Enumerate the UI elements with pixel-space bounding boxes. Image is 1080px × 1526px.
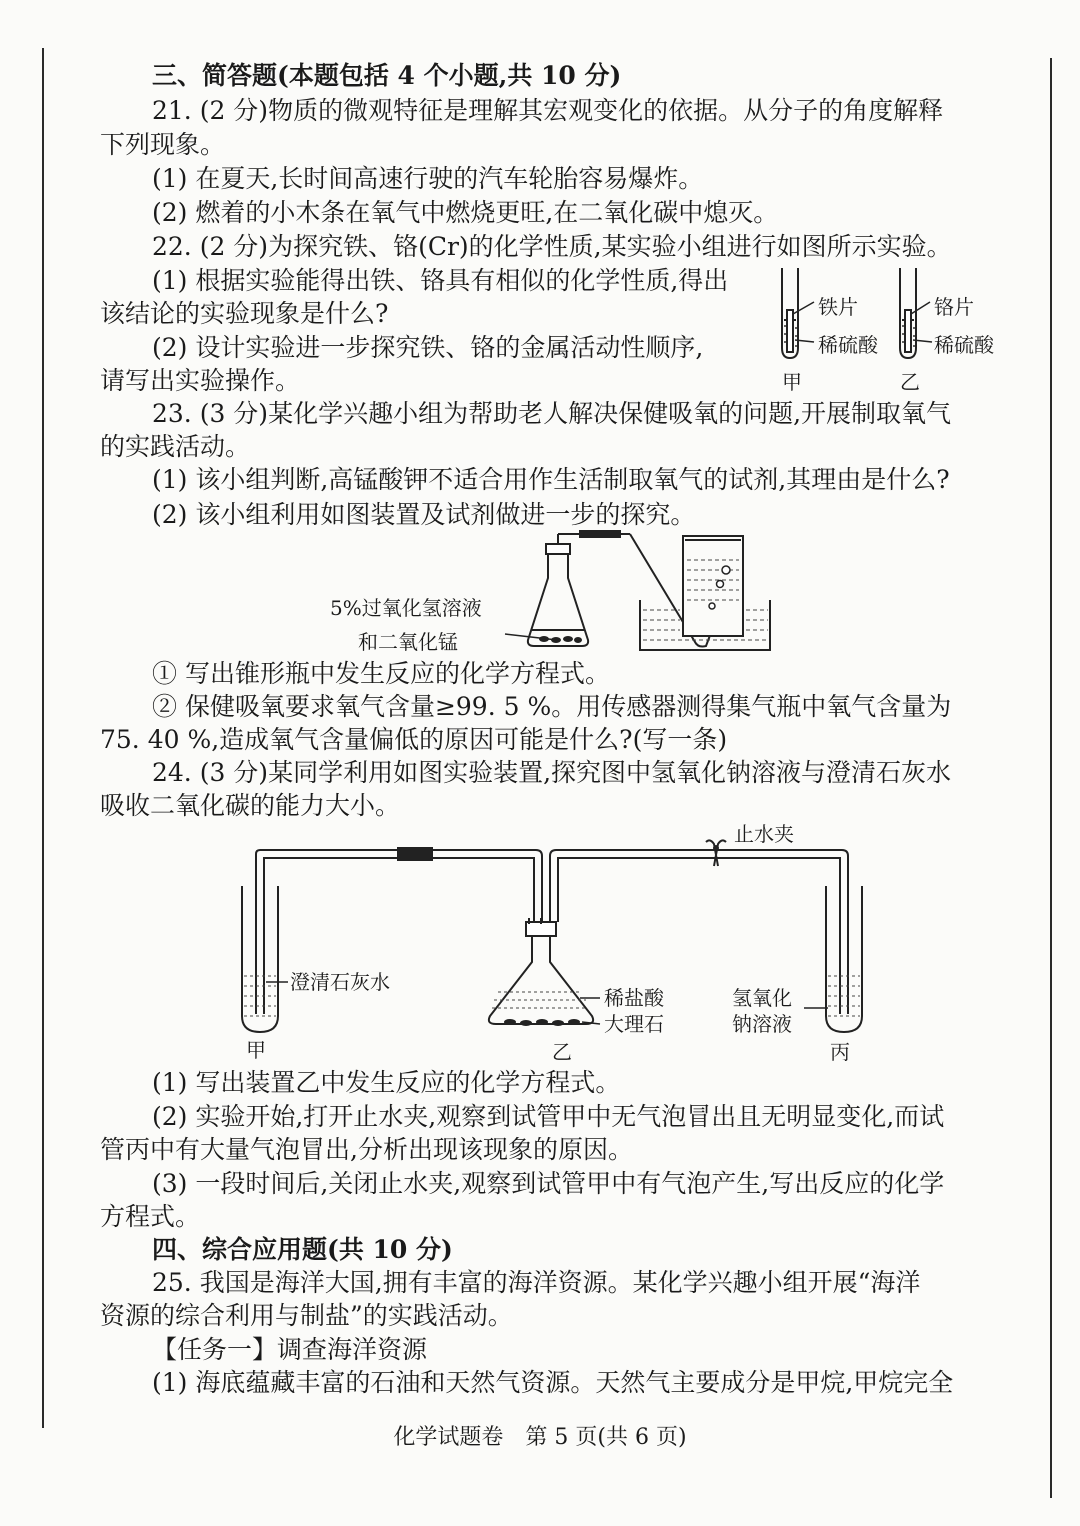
- q24-stem-cont: 吸收二氧化碳的能力大小。: [100, 791, 401, 820]
- q25-stem: 25. 我国是海洋大国,拥有丰富的海洋资源。某化学兴趣小组开展“海洋: [152, 1268, 921, 1297]
- q23-label-leader: [505, 626, 565, 646]
- q24-part-3-cont: 方程式。: [100, 1202, 201, 1231]
- q25-stem-cont: 资源的综合利用与制盐”的实践活动。: [100, 1301, 513, 1330]
- q23-label-h2o2: 5%过氧化氢溶液: [330, 596, 482, 620]
- q23-sub-1: ① 写出锥形瓶中发生反应的化学方程式。: [152, 659, 610, 688]
- right-margin-rule: [1050, 58, 1052, 1498]
- q24-label-limewater: 澄清石灰水: [290, 970, 390, 994]
- q22-part-2-cont: 请写出实验操作。: [100, 366, 301, 395]
- q23-label-mno2: 和二氧化锰: [358, 630, 458, 654]
- q21-stem-cont: 下列现象。: [100, 130, 226, 159]
- q24-part-1: (1) 写出装置乙中发生反应的化学方程式。: [152, 1068, 621, 1097]
- q22-test-tube-figure: [770, 262, 1010, 392]
- q22-label-iron: 铁片: [818, 295, 858, 319]
- q24-label-naoh-2: 钠溶液: [732, 1012, 792, 1036]
- section-4-heading: 四、综合应用题(共 10 分): [152, 1235, 453, 1264]
- q24-part-3: (3) 一段时间后,关闭止水夹,观察到试管甲中有气泡产生,写出反应的化学: [152, 1169, 945, 1198]
- q24-stem: 24. (3 分)某同学利用如图实验装置,探究图中氢氧化钠溶液与澄清石灰水: [152, 758, 952, 787]
- q23-part-1: (1) 该小组判断,高锰酸钾不适合用作生活制取氧气的试剂,其理由是什么?: [152, 465, 950, 494]
- q24-label-hcl: 稀盐酸: [604, 986, 664, 1010]
- q25-part-1: (1) 海底蕴藏丰富的石油和天然气资源。天然气主要成分是甲烷,甲烷完全: [152, 1368, 954, 1397]
- q24-label-marble: 大理石: [604, 1012, 664, 1036]
- q22-part-1-cont: 该结论的实验现象是什么?: [100, 299, 389, 328]
- q23-sub-2-cont: 75. 40 %,造成氧气含量偏低的原因可能是什么?(写一条): [100, 725, 728, 754]
- q22-label-chromium: 铬片: [934, 295, 974, 319]
- q22-part-2: (2) 设计实验进一步探究铁、铬的金属活动性顺序,: [152, 333, 704, 362]
- q24-part-2-cont: 管丙中有大量气泡冒出,分析出现该现象的原因。: [100, 1135, 633, 1164]
- q23-part-2: (2) 该小组利用如图装置及试剂做进一步的探究。: [152, 500, 696, 529]
- q21-part-2: (2) 燃着的小木条在氧气中燃烧更旺,在二氧化碳中熄灭。: [152, 198, 779, 227]
- page-footer: 化学试题卷 第 5 页(共 6 页): [393, 1425, 687, 1450]
- q23-stem: 23. (3 分)某化学兴趣小组为帮助老人解决保健吸氧的问题,开展制取氧气: [152, 399, 952, 428]
- q25-task-1: 【任务一】调查海洋资源: [152, 1335, 428, 1364]
- q22-stem: 22. (2 分)为探究铁、铬(Cr)的化学性质,某实验小组进行如图所示实验。: [152, 232, 952, 261]
- q22-tube-b-name: 乙: [900, 370, 920, 394]
- q24-tube-a-name: 甲: [246, 1038, 266, 1062]
- q24-part-2: (2) 实验开始,打开止水夹,观察到试管甲中无气泡冒出且无明显变化,而试: [152, 1102, 945, 1131]
- section-3-heading: 三、简答题(本题包括 4 个小题,共 10 分): [152, 61, 622, 90]
- q24-flask-b-name: 乙: [552, 1040, 572, 1064]
- q24-label-naoh-1: 氢氧化: [732, 986, 792, 1010]
- left-margin-rule: [42, 48, 44, 1428]
- q21-stem: 21. (2 分)物质的微观特征是理解其宏观变化的依据。从分子的角度解释: [152, 96, 944, 125]
- q22-label-acid-a: 稀硫酸: [818, 333, 878, 357]
- q24-label-clamp: 止水夹: [734, 822, 794, 846]
- q22-tube-a-name: 甲: [782, 370, 802, 394]
- q22-label-acid-b: 稀硫酸: [934, 333, 994, 357]
- q24-tube-c-name: 丙: [830, 1040, 850, 1064]
- q23-stem-cont: 的实践活动。: [100, 432, 251, 461]
- q21-part-1: (1) 在夏天,长时间高速行驶的汽车轮胎容易爆炸。: [152, 164, 704, 193]
- q22-part-1: (1) 根据实验能得出铁、铬具有相似的化学性质,得出: [152, 266, 729, 295]
- q23-sub-2: ② 保健吸氧要求氧气含量≥99. 5 %。用传感器测得集气瓶中氧气含量为: [152, 692, 952, 721]
